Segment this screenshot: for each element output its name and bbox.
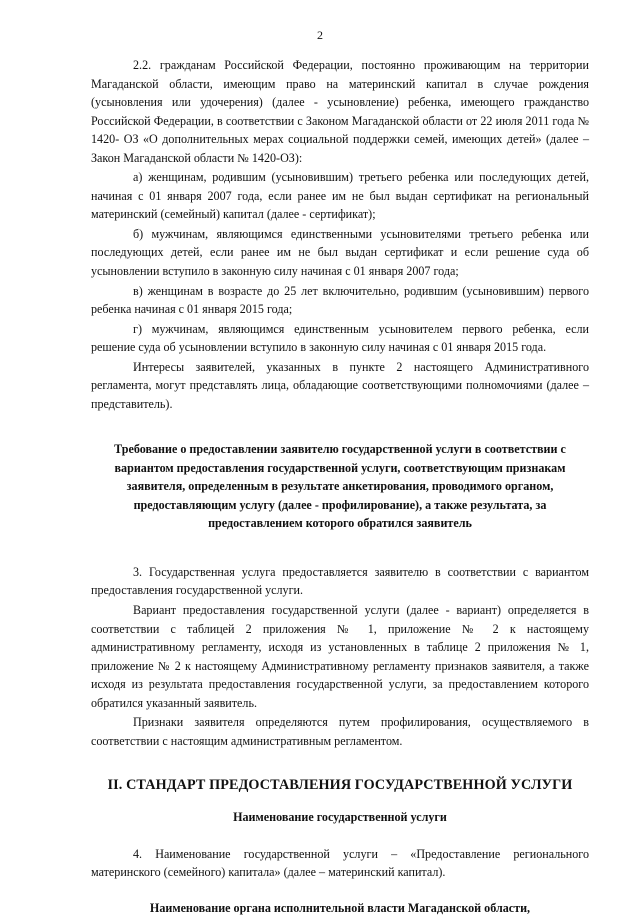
service-name-heading: Наименование государственной услуги [233, 810, 447, 825]
clause-3-paragraph-2: Вариант предоставления государственной услуги (далее - вариант) определяется в соответствии с таблицей 2 приложения № 1, приложение № 2 к настоящему административному регламенту, исходя из установленных в таблице 2 приложения № 1, приложение № 2 к настоящему Административному регламенту признаков заявителя, а также исходя из результата предоставления государственной услуги, за предоставлением которого обратился указанный заявитель. [91, 603, 589, 710]
clause-2-2-item-b: б) мужчинам, являющимся единственными усыновителями третьего ребенка или последующих детей, если ранее им не был выдан сертификат и если решение суда об усыновлении вступило в законную силу начиная с 01 января 2007 года; [91, 226, 589, 278]
section-ii-title: II. СТАНДАРТ ПРЕДОСТАВЛЕНИЯ ГОСУДАРСТВЕННОЙ УСЛУГИ [107, 777, 573, 794]
clause-2-2-item-g: г) мужчинам, являющимся единственным усыновителем первого ребенка, если решение суда об усыновлении вступило в законную силу начиная с 01 января 2015 года. [91, 321, 589, 355]
document-body [91, 56, 589, 917]
representatives-paragraph: Интересы заявителей, указанных в пункте 2 настоящего Административного регламента, могут представлять лица, обладающие соответствующими полномочиями (далее – представитель). [91, 359, 589, 411]
clause-2-2-item-v: в) женщинам в возрасте до 25 лет включительно, родившим (усыновившим) первого ребенка начиная с 01 января 2015 года; [91, 283, 589, 317]
clause-3-paragraph-3: Признаки заявителя определяются путем профилирования, осуществляемого в соответствии с настоящим административным регламентом. [91, 715, 589, 748]
clause-2-2-intro: 2.2. гражданам Российской Федерации, постоянно проживающим на территории Магаданской области, имеющим право на материнский капитал в случае рождения (усыновления или удочерения) (далее - усыновление) ребенка, имеющего гражданство Российской Федерации, в соответствии с Законом Магаданской области от 22 июля 2011 года № 1420- ОЗ «О дополнительных мерах социальной поддержки семей, имеющих детей» (далее – Закон Магаданской области № 1420-ОЗ): [91, 58, 589, 165]
clause-2-2-item-a: а) женщинам, родившим (усыновившим) третьего ребенка или последующих детей, начиная с 01 января 2007 года, если ранее им не был выдан сертификат на региональный материнский (семейный) капитал (далее - сертификат); [91, 170, 589, 222]
page-number: 2 [317, 28, 323, 42]
clause-3-paragraph-1: 3. Государственная услуга предоставляется заявителю в соответствии с вариантом предоставления государственной услуги. [91, 564, 589, 598]
executive-body-heading: Наименование органа исполнительной власти Магаданской области, [149, 900, 531, 915]
clause-4-paragraph: 4. Наименование государственной услуги – «Предоставление регионального материнского (семейного) капитала» (далее – материнский капитал). [91, 846, 589, 880]
profiling-heading: Требование о предоставлении заявителю государственной услуги в соответствии с вариантом предоставления государственной услуги, соответствующим признакам заявителя, определенным в результате анкетирования, проводимого органом, предоставляющим услугу (далее - профилирование), а также результата, за предоставлением которого обратился заявитель [114, 442, 566, 531]
